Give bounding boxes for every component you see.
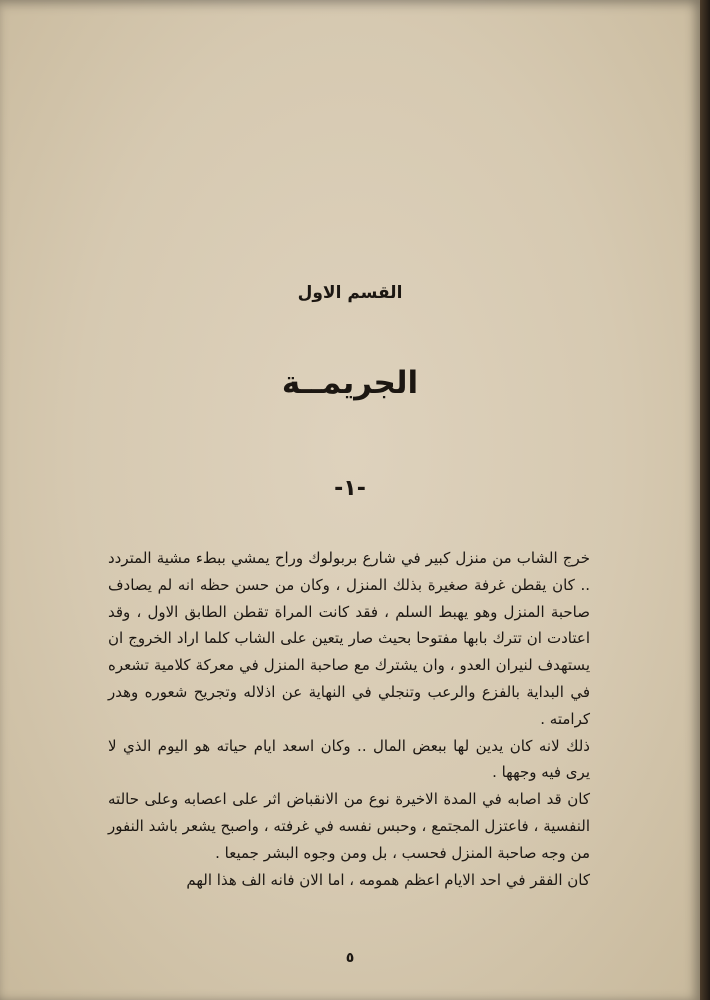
page-number: ٥ xyxy=(345,950,355,966)
paragraph: كان قد اصابه في المدة الاخيرة نوع من الانقباض اثر على اعصابه وعلى حالته النفسية ، فاعتزل المجتمع ، وحبس نفسه في غرفته ، واصبح يشعر باشد النفور من وجه صاحبة المنزل فحسب ، بل ومن وجوه البشر جميعا . xyxy=(108,790,590,862)
section-title: القسم الاول xyxy=(297,283,403,303)
page-edge-shadow xyxy=(700,0,710,1000)
chapter-number: -١- xyxy=(334,476,366,501)
body-text xyxy=(108,545,590,893)
chapter-title: الجريمــة xyxy=(281,365,419,401)
paragraph: ذلك لانه كان يدين لها ببعض المال .. وكان اسعد ايام حياته هو اليوم الذي لا يرى فيه وجهها . xyxy=(108,736,590,782)
paragraph: كان الفقر في احد الايام اعظم همومه ، اما الان فانه الف هذا الهم xyxy=(186,870,590,889)
paragraph: خرج الشاب من منزل كبير في شارع بربولوك وراح يمشي ببطء مشية المتردد .. كان يقطن غرفة صغيرة بذلك المنزل ، وكان من حسن حظه انه لم يصادف صاحبة المنزل وهو يهبط السلم ، فقد كانت المراة تقطن الطابق الاول ، وقد اعتادت ان تترك بابها مفتوحا بحيث صار يتعين على الشاب كلما اراد الخروج ان يستهدف لنيران العدو ، وان يشترك مع صاحبة المنزل في معركة كلامية تشعره في البداية بالفزع والرعب وتنجلي في النهاية عن اذلاله وتجريح شعوره وهدر كرامته . xyxy=(108,549,590,728)
